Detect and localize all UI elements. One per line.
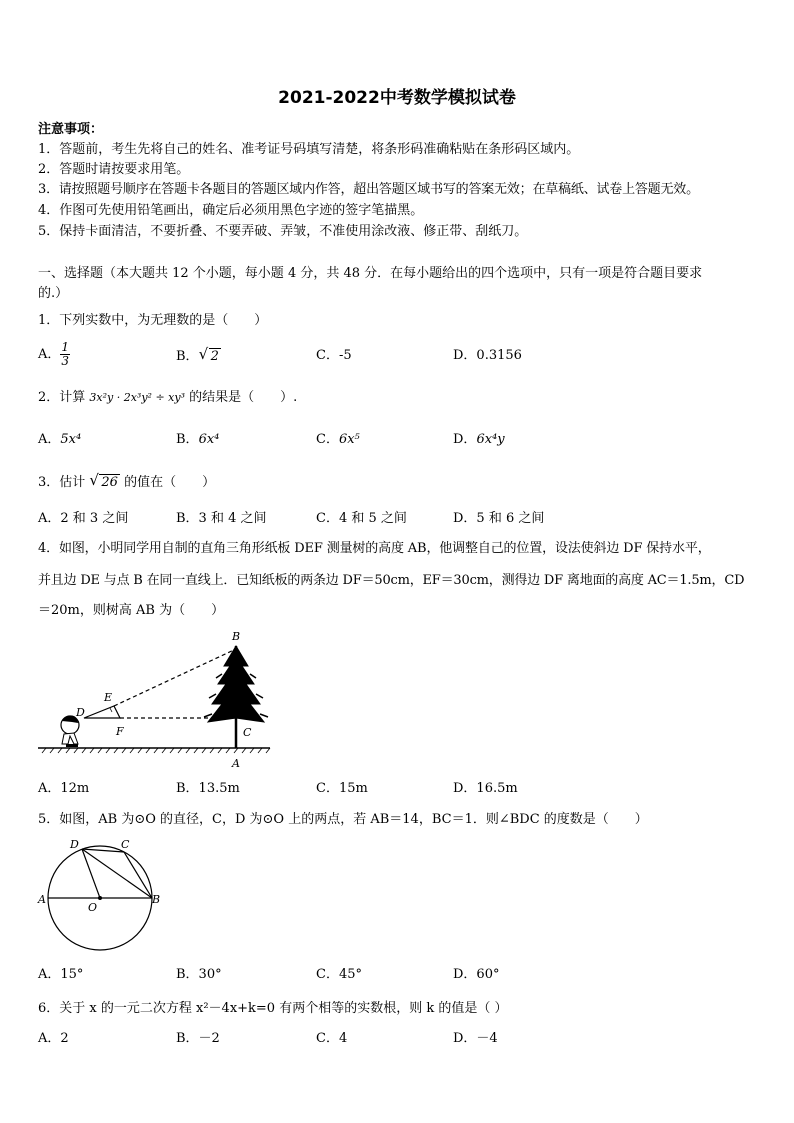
q5-figure — [36, 836, 166, 956]
chord-db — [82, 849, 152, 898]
notice-item: 5．保持卡面清洁，不要折叠、不要弄破、弄皱，不准使用涂改液、修正带、刮纸刀。 — [38, 224, 528, 239]
triangle-def — [84, 706, 120, 718]
q5-stem: 5．如图，AB 为⊙O 的直径，C，D 为⊙O 上的两点，若 AB＝14，BC＝1．则∠BDC 的度数是（ ） — [38, 812, 648, 827]
label-d: D — [70, 838, 79, 851]
page-title: 2021-2022中考数学模拟试卷 — [278, 88, 516, 108]
q5-option-d: D．60° — [453, 967, 500, 982]
section-heading: 一、选择题（本大题共 12 个小题，每小题 4 分，共 48 分．在每小题给出的四个选项中，只有一项是符合题目要求 — [38, 266, 703, 281]
q1-stem: 1．下列实数中，为无理数的是（ ） — [38, 313, 268, 328]
label-c: C — [243, 726, 252, 739]
section-heading-cont: 的.） — [38, 286, 69, 301]
radius-od — [82, 849, 100, 898]
q6-option-b: B．－2 — [176, 1031, 220, 1046]
q2-option-a: A．5x⁴ — [38, 432, 82, 447]
q1-option-d: D．0.3156 — [453, 348, 522, 363]
q3-option-a: A．2 和 3 之间 — [38, 511, 129, 526]
q6-option-a: A．2 — [38, 1031, 69, 1046]
q4-option-d: D．16.5m — [453, 781, 518, 796]
q5-option-b: B．30° — [176, 967, 222, 982]
notice-item: 3．请按照题号顺序在答题卡各题目的答题区域内作答，超出答题区域书写的答案无效；在草稿纸、试卷上答题无效。 — [38, 182, 699, 197]
q5-option-c: C．45° — [316, 967, 362, 982]
q2-option-d: D．6x⁴y — [453, 432, 505, 447]
person-figure — [61, 716, 79, 747]
q3-option-c: C．4 和 5 之间 — [316, 511, 407, 526]
chord-cb — [124, 852, 152, 898]
label-b: B — [152, 893, 161, 906]
q1-option-a: A． $\frac{1}{3}$ — [38, 340, 70, 368]
notice-heading: 注意事项： — [38, 122, 104, 137]
q1-option-b: B．√ 2 — [176, 348, 221, 365]
q6-option-c: C．4 — [316, 1031, 348, 1046]
q3-option-b: B．3 和 4 之间 — [176, 511, 267, 526]
q6-stem: 6．关于 x 的一元二次方程 x²－4x+k=0 有两个相等的实数根，则 k 的值是（ ） — [38, 1001, 508, 1016]
q2-option-c: C．6x⁵ — [316, 432, 360, 447]
notice-item: 1．答题前，考生先将自己的姓名、准考证号码填写清楚，将条形码准确粘贴在条形码区域内。 — [38, 142, 580, 157]
q4-stem-line1: 4．如图，小明同学用自制的直角三角形纸板 DEF 测量树的高度 AB，他调整自己的位置，设法使斜边 DF 保持水平， — [38, 541, 711, 556]
tree — [204, 646, 268, 748]
q3-stem: 3．估计 √ 26 的值在（ ） — [38, 474, 215, 491]
q4-option-a: A．12m — [38, 781, 90, 796]
label-o: O — [88, 901, 98, 914]
label-a: A — [38, 893, 46, 906]
q4-stem-line3: ＝20m，则树高 AB 为（ ） — [38, 603, 225, 618]
q6-option-d: D．－4 — [453, 1031, 498, 1046]
label-a: A — [232, 757, 240, 770]
q1-option-c: C．-5 — [316, 348, 352, 363]
q2-stem: 2．计算 3x²y · 2x³y² ÷ xy³ 的结果是（ ）. — [38, 390, 298, 405]
label-e: E — [104, 691, 113, 704]
label-b: B — [232, 630, 241, 643]
label-d: D — [76, 706, 85, 719]
q3-option-d: D．5 和 6 之间 — [453, 511, 545, 526]
q4-stem-line2: 并且边 DE 与点 B 在同一直线上．已知纸板的两条边 DF＝50cm，EF＝30cm，测得边 DF 离地面的高度 AC＝1.5m，CD — [38, 573, 745, 588]
q4-option-b: B．13.5m — [176, 781, 240, 796]
q4-option-c: C．15m — [316, 781, 368, 796]
notice-item: 4．作图可先使用铅笔画出，确定后必须用黑色字迹的签字笔描黑。 — [38, 203, 424, 218]
center-point — [98, 896, 102, 900]
q5-option-a: A．15° — [38, 967, 84, 982]
notice-item: 2．答题时请按要求用笔。 — [38, 162, 190, 177]
label-f: F — [116, 725, 124, 738]
q2-option-b: B．6x⁴ — [176, 432, 220, 447]
q4-figure — [36, 626, 276, 774]
label-c: C — [121, 838, 130, 851]
